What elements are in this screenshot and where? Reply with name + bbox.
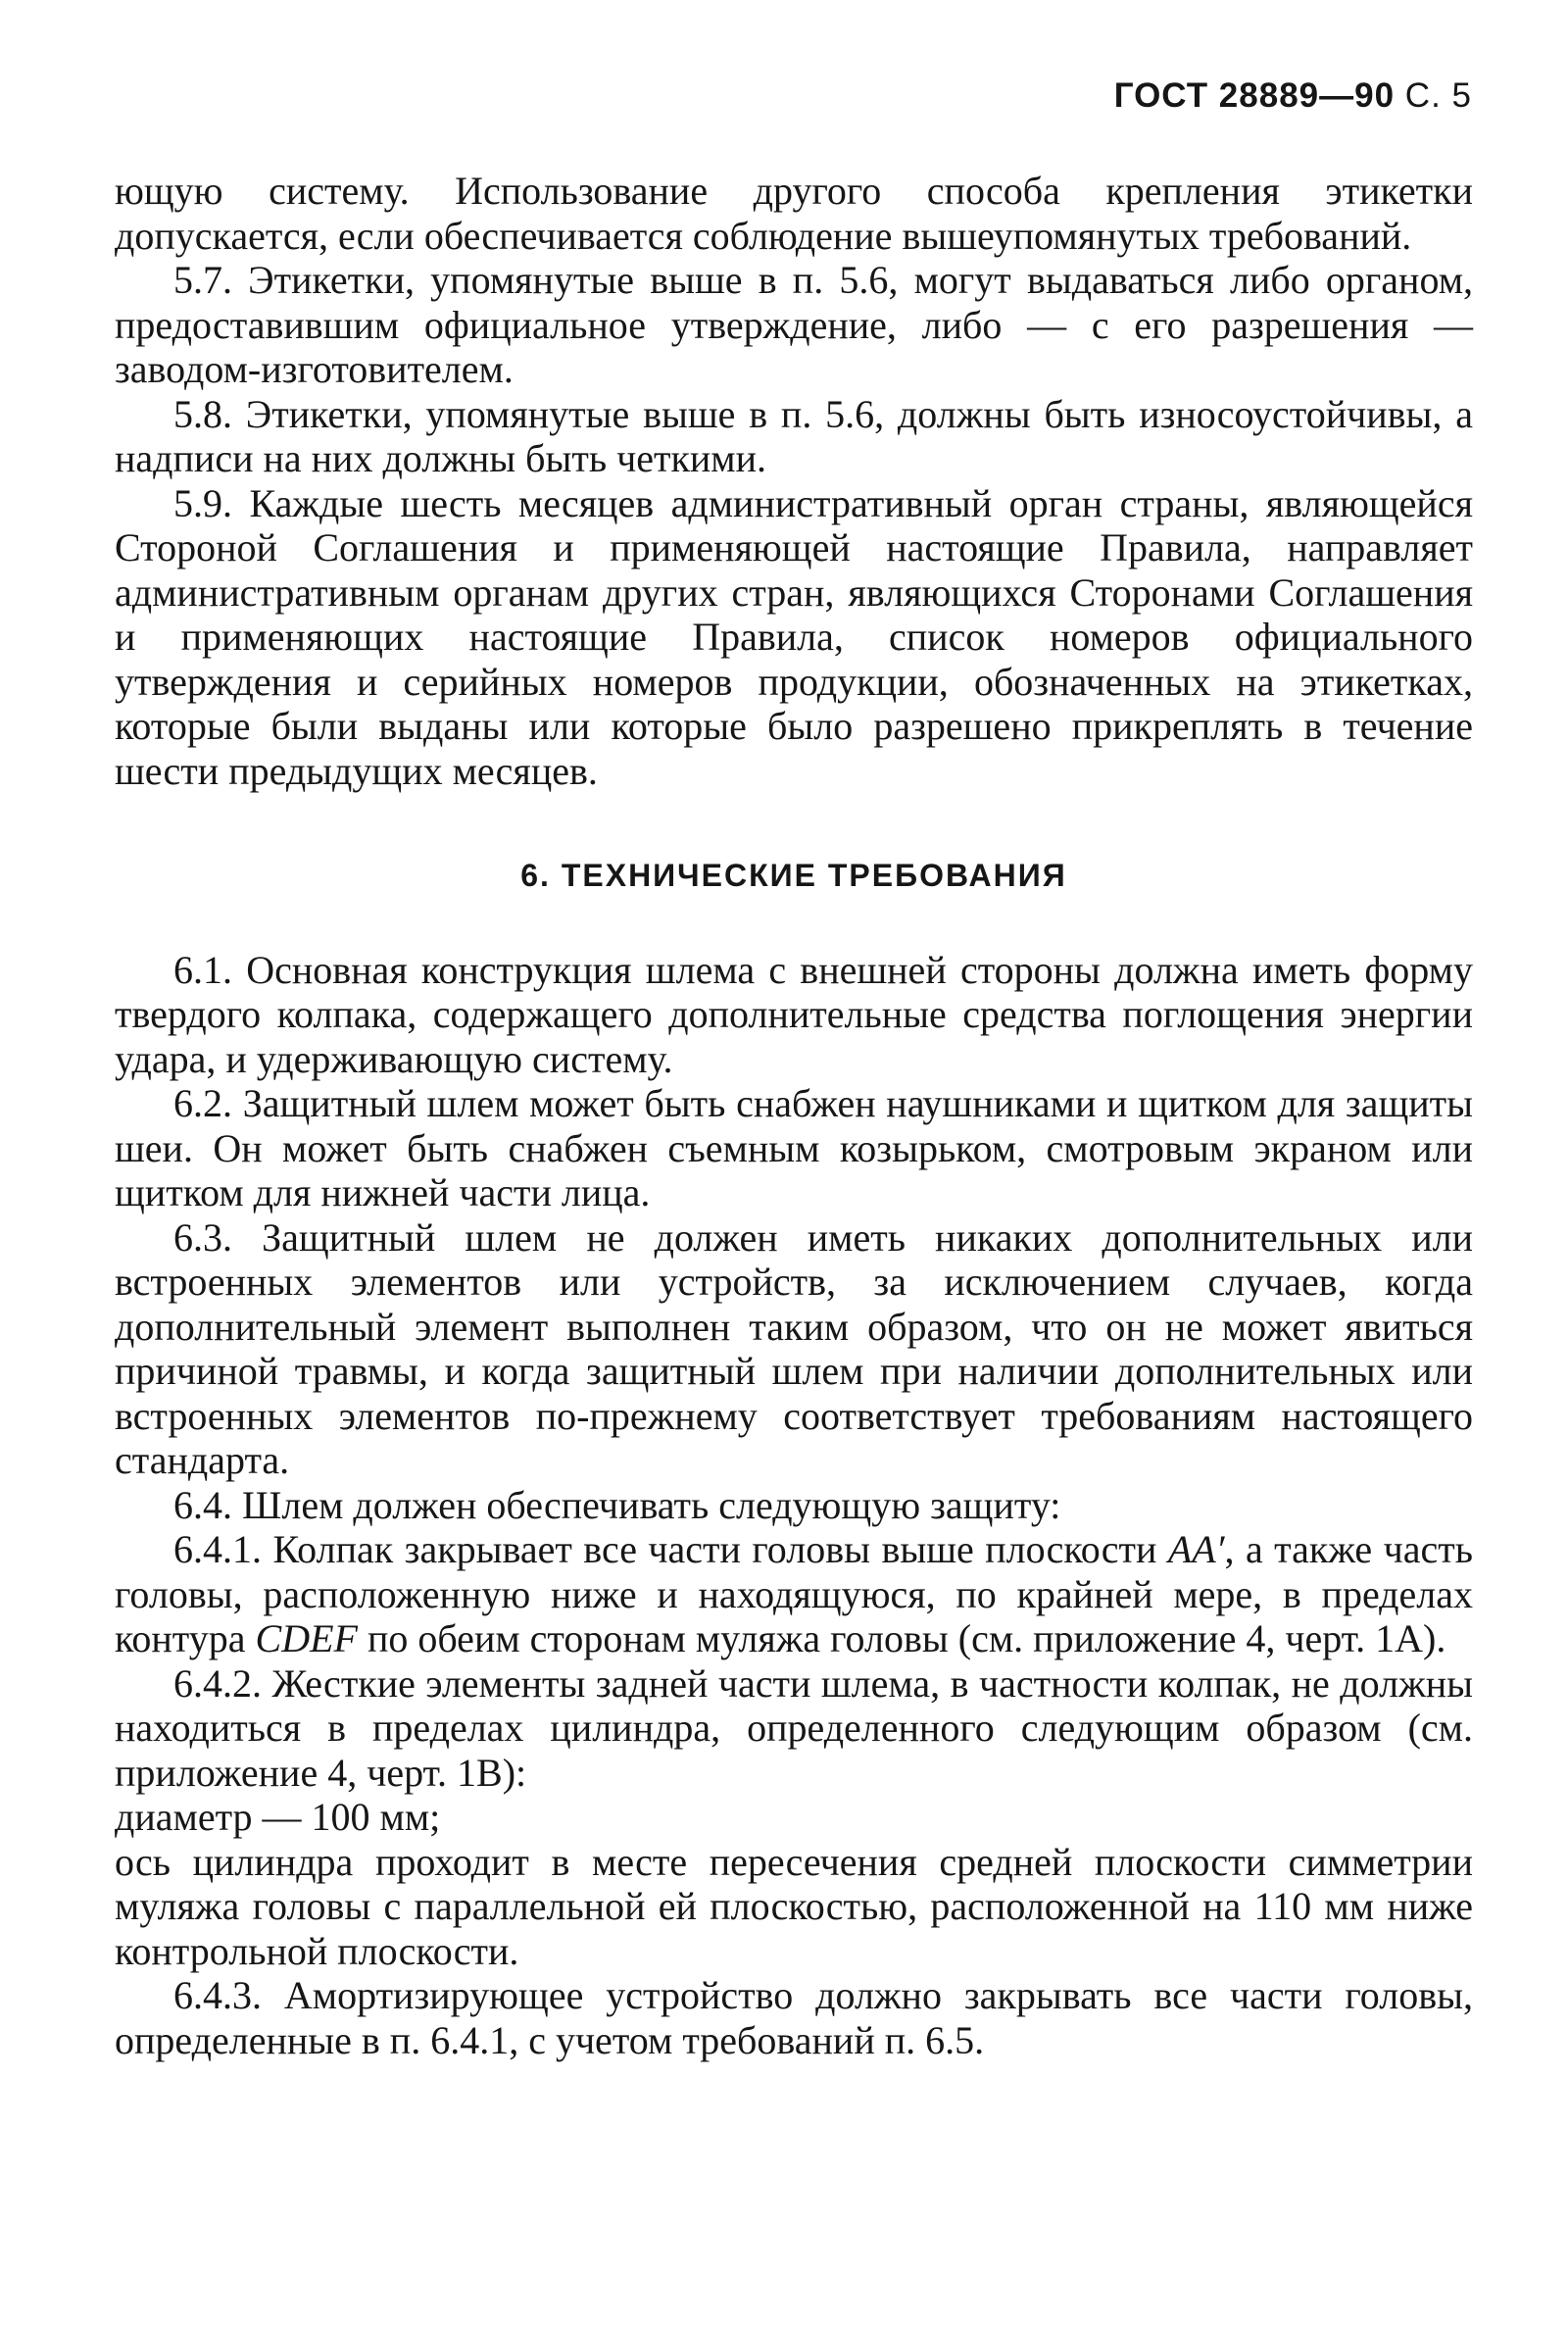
paragraph-6-4-1-part-a: 6.4.1. Колпак закрывает все части головы выше плоскости xyxy=(173,1527,1168,1571)
document-body xyxy=(115,169,1473,2062)
paragraph-6-4-2-axis: ось цилиндра проходит в месте пересечения средней плоскости симметрии муляжа головы с параллельной ей плоскостью, расположенной на 110 мм ниже контрольной плоскости. xyxy=(115,1839,1473,1973)
paragraph-6-4-1 xyxy=(115,1527,1473,1661)
page-header xyxy=(1114,76,1472,116)
paragraph-6-3: 6.3. Защитный шлем не должен иметь никаких дополнительных или встроенных элементов или устройств, за исключением случаев, когда дополнительный элемент выполнен таким образом, что он не может явиться причиной травмы, и когда защитный шлем при наличии дополнительных или встроенных элементов по-прежнему соответствует требованиям настоящего стандарта. xyxy=(115,1214,1473,1482)
page-number: С. 5 xyxy=(1404,76,1472,115)
paragraph-6-4-2-diameter: диаметр — 100 мм; xyxy=(115,1795,441,1839)
paragraph-6-4-3: 6.4.3. Амортизирующее устройство должно закрывать все части головы, определенные в п. 6.4.1, с учетом требований п. 6.5. xyxy=(115,1973,1473,2062)
paragraph-5-7: 5.7. Этикетки, упомянутые выше в п. 5.6, могут выдаваться либо органом, предоставившим официальное утверждение, либо — с его разрешения — заводом-изготовителем. xyxy=(115,258,1473,391)
paragraph-6-4-1-part-b: , а также часть головы, расположенную ниже и находящуюся, по крайней мере, в пределах контура xyxy=(115,1527,1473,1660)
paragraph-6-4-2: 6.4.2. Жесткие элементы задней части шлема, в частности колпак, не должны находиться в пределах цилиндра, определенного следующим образом (см. приложение 4, черт. 1В): xyxy=(115,1660,1473,1795)
paragraph-6-4-1-part-c: по обеим сторонам муляжа головы (см. приложение 4, черт. 1А). xyxy=(357,1616,1446,1660)
contour-cdef-label: CDEF xyxy=(255,1616,358,1660)
paragraph-6-1: 6.1. Основная конструкция шлема с внешней стороны должна иметь форму твердого колпака, содержащего дополнительные средства поглощения энергии удара, и удерживающую систему. xyxy=(115,947,1473,1081)
paragraph-6-4: 6.4. Шлем должен обеспечивать следующую защиту: xyxy=(173,1482,1061,1527)
plane-aa-label: AA′ xyxy=(1167,1527,1225,1571)
paragraph-6-2: 6.2. Защитный шлем может быть снабжен наушниками и щитком для защиты шеи. Он может быть снабжен съемным козырьком, смотровым экраном или щитком для нижней части лица. xyxy=(115,1081,1473,1214)
section-6-heading: 6. ТЕХНИЧЕСКИЕ ТРЕБОВАНИЯ xyxy=(520,858,1067,893)
paragraph-continuation: ющую систему. Использование другого способа крепления этикетки допускается, если обеспечивается соблюдение вышеупомянутых требований. xyxy=(115,169,1473,258)
standard-number: ГОСТ 28889—90 xyxy=(1113,76,1396,115)
paragraph-5-8: 5.8. Этикетки, упомянутые выше в п. 5.6, должны быть износоустойчивы, а надписи на них должны быть четкими. xyxy=(115,391,1473,480)
paragraph-5-9: 5.9. Каждые шесть месяцев административный орган страны, являющейся Стороной Соглашения и применяющей настоящие Правила, направляет административным органам других стран, являющихся Сторонами Соглашения и применяющих настоящие Правила, список номеров официального утверждения и серийных номеров продукции, обозначенных на этикетках, которые были выданы или которые было разрешено прикреплять в течение шести предыдущих месяцев. xyxy=(115,480,1473,793)
